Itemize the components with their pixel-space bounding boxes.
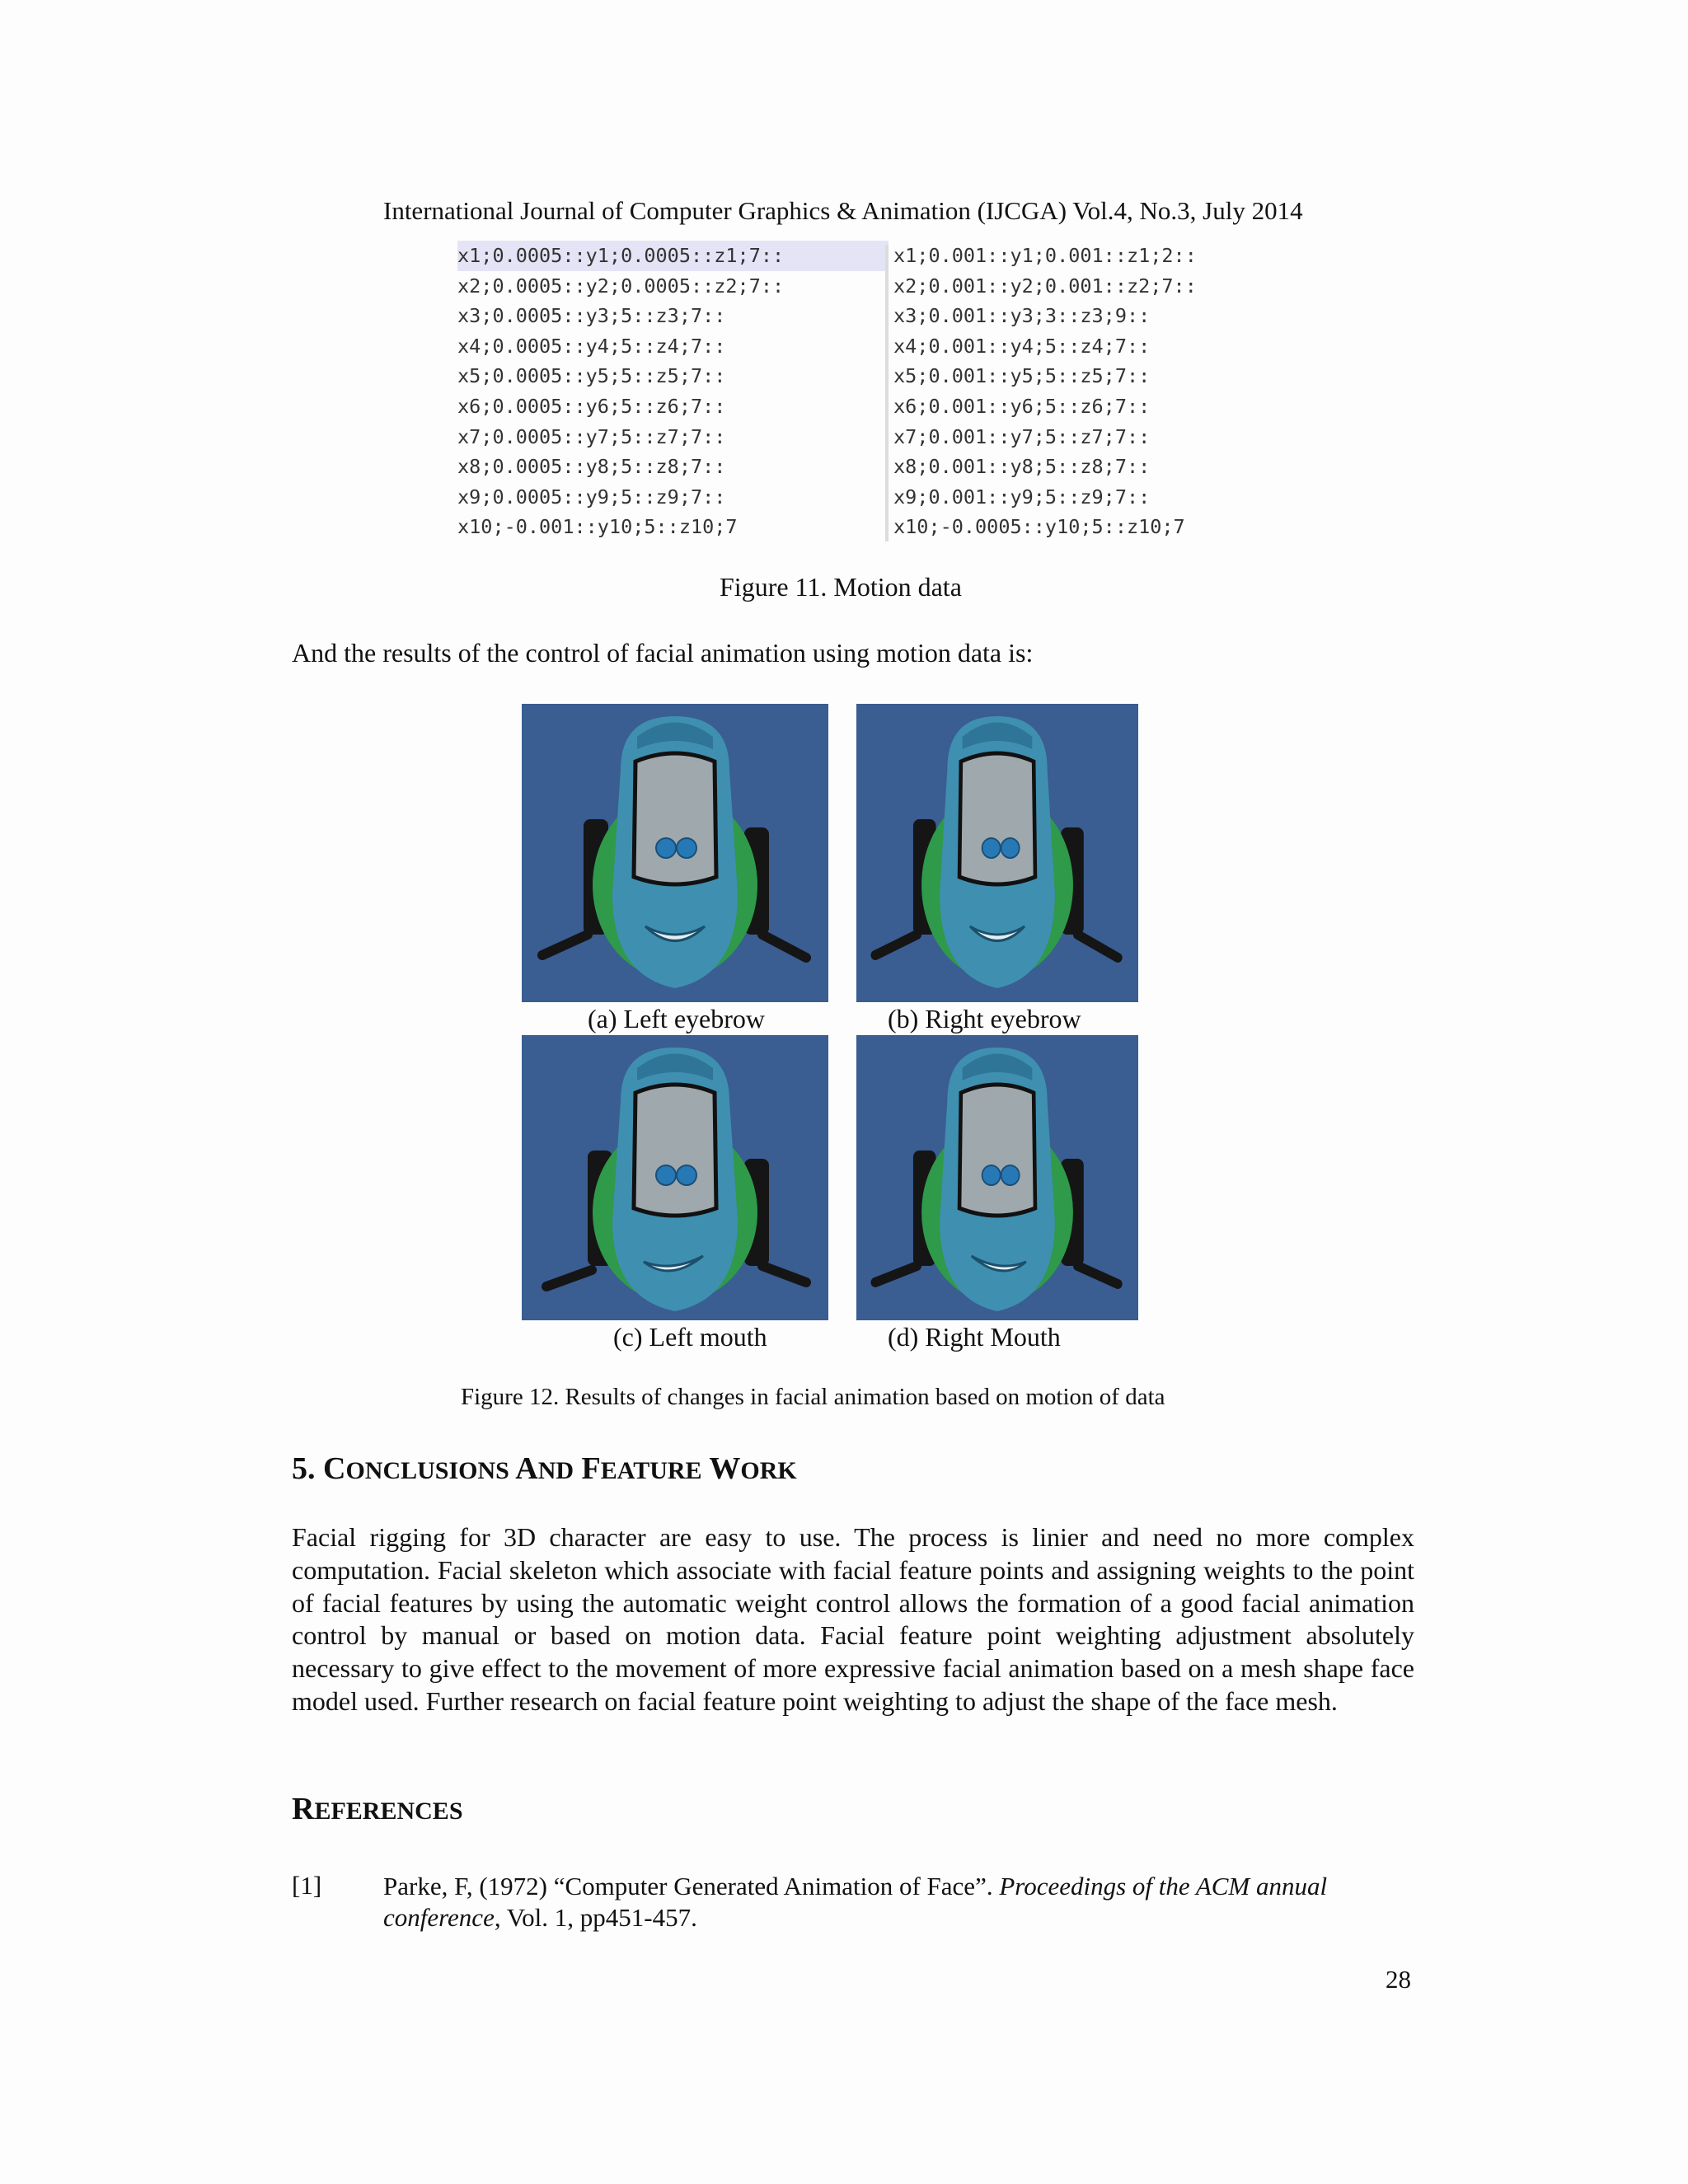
motion-line: x2;0.0005::y2;0.0005::z2;7:: [457, 274, 785, 298]
figure-12-caption: Figure 12. Results of changes in facial animation based on motion of data [461, 1384, 1165, 1410]
reference-number: [1] [292, 1871, 322, 1900]
motion-line: x1;0.0005::y1;0.0005::z1;7:: [457, 241, 889, 271]
motion-data-divider [885, 245, 889, 541]
motion-line: x2;0.001::y2;0.001::z2;7:: [893, 274, 1197, 298]
heading-cap: F [581, 1451, 601, 1486]
figure-11-caption: Figure 11. Motion data [720, 572, 962, 602]
conclusion-paragraph: Facial rigging for 3D character are easy to use. The process is linier and need no more complex computation. Facial skeleton which associate with facial feature points and assigning weights to the point of facial features by using the automatic weight control allows the formation of a good facial animation control by manual or based on motion data. Facial feature point weighting adjustment absolutely necessary to give effect to the movement of more expressive facial animation based on a mesh shape face model used. Further research on facial feature point weighting to adjust the shape of the face mesh. [292, 1522, 1414, 1716]
heading-cap: C [323, 1451, 346, 1486]
motion-line: x5;0.0005::y5;5::z5;7:: [457, 364, 726, 388]
character-render-right-eyebrow [856, 704, 1138, 1002]
page-number: 28 [1386, 1965, 1411, 1994]
motion-line: x1;0.001::y1;0.001::z1;2:: [893, 244, 1197, 267]
heading-smallcaps: EFERENCES [314, 1797, 463, 1825]
heading-smallcaps: ONCLUSIONS [345, 1457, 509, 1484]
character-render-left-mouth [522, 1035, 828, 1320]
references-heading [292, 1791, 463, 1827]
motion-line: x8;0.0005::y8;5::z8;7:: [457, 455, 726, 479]
heading-smallcaps: ND [537, 1457, 574, 1484]
motion-line: x6;0.001::y6;5::z6;7:: [893, 394, 1151, 418]
motion-line: x3;0.001::y3;3::z3;9:: [893, 304, 1151, 328]
motion-line: x4;0.001::y4;5::z4;7:: [893, 334, 1151, 358]
lead-paragraph: And the results of the control of facial animation using motion data is: [292, 638, 1034, 668]
subfigure-caption: (c) Left mouth [613, 1322, 767, 1352]
heading-cap: R [292, 1792, 315, 1826]
motion-line: x8;0.001::y8;5::z8;7:: [893, 455, 1151, 479]
character-illustration [856, 704, 1138, 1002]
reference-text: Parke, F, (1972) “Computer Generated Animation of Face”. [383, 1872, 1000, 1900]
reference-text: , Vol. 1, pp451-457. [494, 1903, 697, 1932]
motion-line: x3;0.0005::y3;5::z3;7:: [457, 304, 726, 328]
motion-line: x9;0.001::y9;5::z9;7:: [893, 485, 1151, 509]
running-header: International Journal of Computer Graphics & Animation (IJCGA) Vol.4, No.3, July 2014 [383, 196, 1303, 225]
heading-smallcaps: EATURE [600, 1457, 702, 1484]
motion-line: x10;-0.0005::y10;5::z10;7 [893, 515, 1185, 539]
reference-venue: Proceedings of the ACM annual conference [383, 1872, 1328, 1932]
motion-line: x7;0.0005::y7;5::z7;7:: [457, 424, 726, 448]
section-heading [292, 1451, 797, 1487]
reference-entry [383, 1871, 1414, 1933]
subfigure-caption: (a) Left eyebrow [588, 1004, 765, 1033]
motion-line: x10;-0.001::y10;5::z10;7 [457, 515, 738, 539]
motion-data-left-column [457, 241, 889, 542]
character-illustration [522, 704, 828, 1002]
subfigure-caption: (b) Right eyebrow [888, 1004, 1081, 1033]
motion-line: x5;0.001::y5;5::z5;7:: [893, 364, 1151, 388]
heading-cap: A [515, 1451, 538, 1486]
character-render-left-eyebrow [522, 704, 828, 1002]
heading-cap: W [709, 1451, 741, 1486]
subfigure-caption: (d) Right Mouth [888, 1322, 1061, 1352]
heading-smallcaps: ORK [740, 1457, 797, 1484]
character-illustration [522, 1035, 828, 1320]
motion-line: x4;0.0005::y4;5::z4;7:: [457, 334, 726, 358]
motion-line: x6;0.0005::y6;5::z6;7:: [457, 394, 726, 418]
character-illustration [856, 1035, 1138, 1320]
section-number: 5. [292, 1451, 316, 1486]
character-render-right-mouth [856, 1035, 1138, 1320]
motion-data-right-column [893, 241, 1197, 542]
motion-line: x7;0.001::y7;5::z7;7:: [893, 424, 1151, 448]
motion-line: x9;0.0005::y9;5::z9;7:: [457, 485, 726, 509]
